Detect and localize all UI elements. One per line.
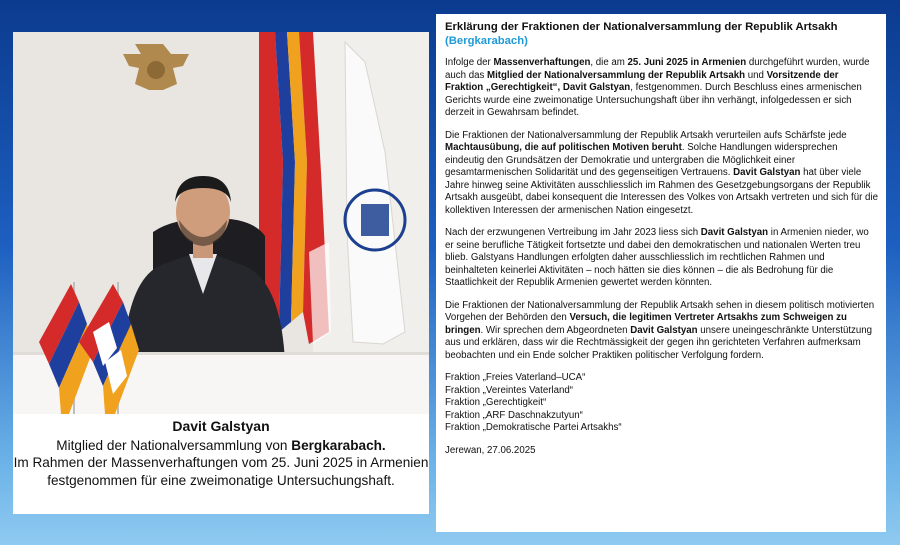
statement-paragraph-4 (445, 300, 878, 363)
paragraph-text: , die am (590, 57, 628, 68)
emphasis-text: Massenverhaftungen (493, 57, 591, 68)
caption-region-bold: Bergkarabach. (291, 437, 386, 453)
person-name: Davit Galstyan (172, 418, 270, 434)
faction-item: Fraktion „Gerechtigkeit“ (445, 397, 547, 408)
emphasis-text: Vorsitzende der Fraktion „Gerechtigkeit“, Davit Galstyan (445, 69, 839, 93)
emphasis-text: Davit Galstyan (630, 324, 698, 336)
portrait-card (13, 32, 429, 514)
portrait-caption (13, 418, 429, 489)
paragraph-text: . Wir sprechen dem Abgeordneten (480, 324, 631, 336)
faction-item: Fraktion „ARF Daschnakzutyun“ (445, 409, 583, 421)
paragraph-text: Die Fraktionen der Nationalversammlung der Republik Artsakh sehen in diesem politisch motivierten Vorgehen der Behörden den (445, 299, 875, 323)
paragraph-text: durchgeführt wurden, wurde auch das (445, 57, 870, 81)
statement-title-text: Erklärung der Fraktionen der Nationalversammlung der Republik Artsakh (445, 21, 838, 33)
emphasis-text: Machtausübung, die auf politischen Motiven beruht (445, 142, 682, 153)
statement-paragraph-1 (445, 57, 878, 120)
faction-item: Fraktion „Vereintes Vaterland“ (445, 384, 573, 396)
paragraph-text: unsere uneingeschränkte Unterstützung aus und erklären, dass wir die Rechtmässigkeit der gegen ihn gerichteten Verfahren aufmerksam beobachten und ein Ende solcher Praktiken politischer Verfolgung fordern. (445, 324, 873, 361)
caption-line1 (13, 437, 429, 455)
statement-title (445, 20, 878, 48)
paragraph-text: hat über viele Jahre hinweg seine Aktivitäten ausschliesslich im Rahmen des Gesetzgebungsorgans der Republik Artsakh ausgeübt, dabei konsequent die Interessen des Volkes von Artsakh vertreten und sich für die kollektiven Interessen der armenischen Nation eingesetzt. (445, 167, 878, 216)
paragraph-text: Die Fraktionen der Nationalversammlung der Republik Artsakh verurteilen aufs Schärfste jede (445, 129, 847, 141)
paragraph-text: Infolge der (445, 57, 494, 68)
factions-list (445, 372, 878, 435)
portrait-photo (13, 32, 429, 414)
faction-item: Fraktion „Demokratische Partei Artsakhs“ (445, 422, 622, 433)
caption-line1-text: Mitglied der Nationalversammlung von (56, 437, 292, 453)
paragraph-text: Nach der erzwungenen Vertreibung im Jahr 2023 liess sich (445, 227, 701, 238)
emphasis-text: Mitglied der Nationalversammlung der Republik Artsakh (487, 69, 746, 81)
paragraph-text: . Solche Handlungen widersprechen eindeutig den Grundsätzen der Demokratie und untergraben die Möglichkeit einer gesamtarmenischen Solidarität und des gegenseitigen Vertrauens. (445, 142, 838, 178)
paragraph-text: in Armenien nieder, wo er seine berufliche Tätigkeit fortsetzte und dabei den demokratischen und nationalen Werten treu blieb. Galstyans Handlungen erfolgten daher ausschliesslich im rechtlichen Rahmen und beinhalteten keinerlei Aktivitäten – noch hätten sie dies können – die als Bedrohung für die Staatlichkeit der Republik Armenien gewertet werden könnten. (445, 227, 869, 288)
statement-card (436, 14, 886, 532)
emphasis-text: 25. Juni 2025 in Armenien (627, 57, 747, 68)
statement-title-accent: (Bergkarabach) (445, 35, 528, 47)
place-date: Jerewan, 27.06.2025 (445, 444, 536, 456)
caption-line2: Im Rahmen der Massenverhaftungen vom 25. Juni 2025 in Armenien festgenommen für eine zweimonatige Untersuchungshaft. (13, 455, 429, 488)
emphasis-text: Davit Galstyan (733, 167, 801, 178)
emphasis-text: Versuch, die legitimen Vertreter Artsakhs zum Schweigen zu bringen (445, 312, 847, 336)
paragraph-text: , festgenommen. Durch Beschluss eines armenischen Gerichts wurde eine zweimonatige Untersuchungshaft über ihn verhängt, infolgedessen er sich derzeit in Gewahrsam befindet. (445, 82, 862, 118)
emphasis-text: Davit Galstyan (700, 227, 769, 238)
paragraph-text: und (745, 69, 767, 81)
statement-paragraph-2 (445, 130, 878, 218)
faction-item: Fraktion „Freies Vaterland–UCA“ (445, 372, 586, 383)
statement-paragraph-3 (445, 227, 878, 290)
